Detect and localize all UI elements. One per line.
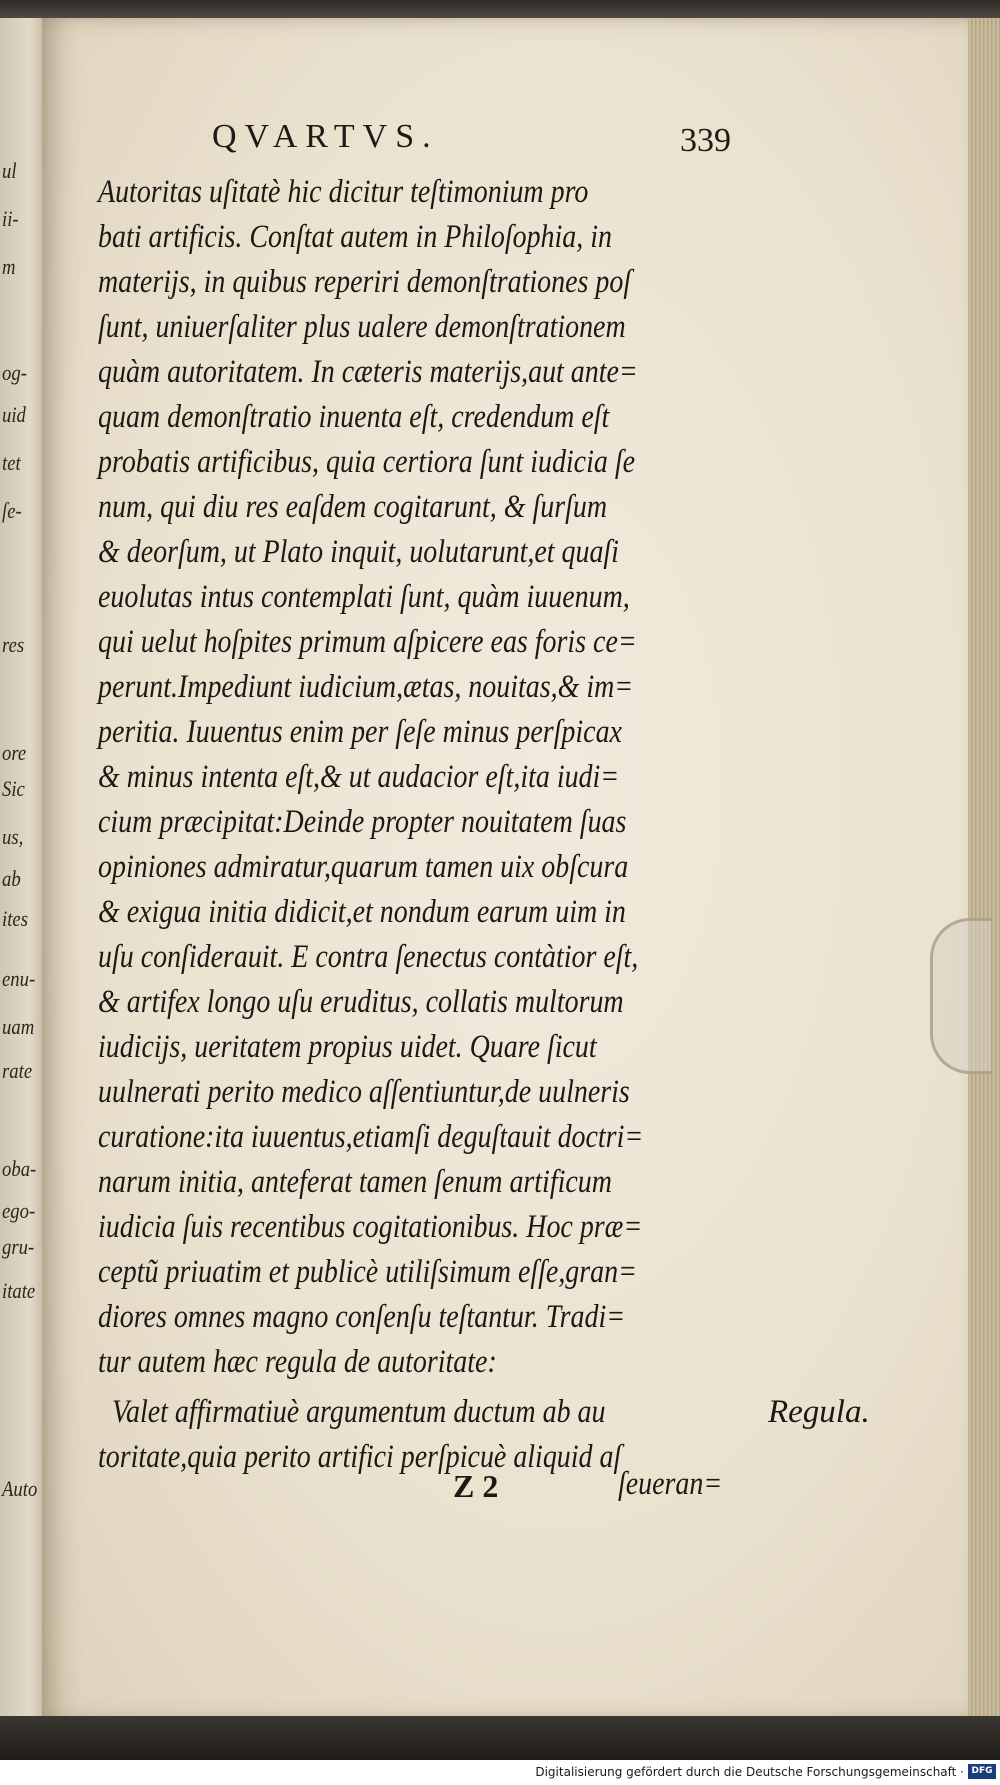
footer-credit: Digitalisierung gefördert durch die Deutsche Forschungsgemeinschaft · <box>535 1765 964 1779</box>
left-fragment: m <box>2 254 16 279</box>
text-line: euolutas intus contemplati ſunt, quàm iuuenum, <box>98 579 630 615</box>
text-line: Autoritas uſitatè hic dicitur teſtimonium pro <box>98 174 589 210</box>
left-fragment: enu- <box>2 966 36 991</box>
left-fragment: ego- <box>2 1198 36 1223</box>
left-fragment: ab <box>2 866 21 891</box>
running-head: QVARTVS. <box>212 118 439 155</box>
left-fragment: res <box>2 632 25 657</box>
text-line: iudicijs, ueritatem propius uidet. Quare ſicut <box>98 1029 597 1065</box>
text-line: cium præcipitat:Deinde propter nouitatem ſuas <box>98 804 627 840</box>
text-line: Valet affirmatiuè argumentum ductum ab au <box>112 1394 606 1430</box>
left-fragment: oba- <box>2 1156 37 1181</box>
text-line: quàm autoritatem. In cæteris materijs,aut ante= <box>98 354 638 390</box>
left-fragment: us, <box>2 824 24 849</box>
left-fragment: ſe- <box>2 498 22 523</box>
book-fore-edge <box>968 18 1000 1718</box>
left-fragment: tet <box>2 450 21 475</box>
text-line: & artifex longo uſu eruditus, collatis multorum <box>98 984 624 1020</box>
text-line: bati artificis. Conſtat autem in Philoſophia, in <box>98 219 612 255</box>
text-line: probatis artificibus, quia certiora ſunt iudicia ſe <box>98 444 635 480</box>
text-line: & exigua initia didicit,et nondum earum uim in <box>98 894 626 930</box>
left-fragment: ore <box>2 740 27 765</box>
text-line: & minus intenta eſt,& ut audacior eſt,ita iudi= <box>98 759 620 795</box>
left-fragment: Sic <box>2 776 25 801</box>
left-fragment: ul <box>2 158 17 183</box>
text-line: iudicia ſuis recentibus cogitationibus. Hoc præ= <box>98 1209 643 1245</box>
text-line: curatione:ita iuuentus,etiamſi deguſtauit doctri= <box>98 1119 644 1155</box>
text-line: toritate,quia perito artifici perſpicuè aliquid aſ <box>98 1439 622 1475</box>
text-line: ceptũ priuatim et publicè utiliſsimum eſſe,gran= <box>98 1254 637 1290</box>
text-line: opiniones admiratur,quarum tamen uix obſcura <box>98 849 629 885</box>
text-line: materijs, in quibus reperiri demonſtrationes poſ <box>98 264 632 300</box>
page-number: 339 <box>680 122 731 159</box>
left-fragment: gru- <box>2 1234 35 1259</box>
footer-bar <box>0 1760 1000 1785</box>
text-line: quam demonſtratio inuenta eſt, credendum eſt <box>98 399 610 435</box>
text-line: uulnerati perito medico aſſentiuntur,de uulneris <box>98 1074 630 1110</box>
left-fragment: uid <box>2 402 26 427</box>
text-line: num, qui diu res eaſdem cogitarunt, & ſurſum <box>98 489 608 525</box>
scan-bottom-edge <box>0 1716 1000 1760</box>
left-fragment: Auto <box>2 1476 38 1501</box>
text-line: tur autem hæc regula de autoritate: <box>98 1344 497 1380</box>
text-line: narum initia, anteferat tamen ſenum artificum <box>98 1164 612 1200</box>
left-fragment: og- <box>2 360 27 385</box>
text-line: peritia. Iuuentus enim per ſeſe minus perſpicax <box>98 714 622 750</box>
left-fragment: ii- <box>2 206 19 231</box>
page-clasp-shadow <box>930 918 991 1074</box>
text-line: ſunt, uniuerſaliter plus ualere demonſtrationem <box>98 309 626 345</box>
text-line: diores omnes magno conſenſu teſtantur. Tradi= <box>98 1299 626 1335</box>
dfg-logo-icon: DFG <box>968 1764 996 1779</box>
margin-note: Regula. <box>768 1394 870 1430</box>
text-line: qui uelut hoſpites primum aſpicere eas foris ce= <box>98 624 637 660</box>
left-fragment: itate <box>2 1278 36 1303</box>
left-fragment: uam <box>2 1014 35 1039</box>
catchword: ſeueran= <box>618 1466 723 1502</box>
text-line: perunt.Impediunt iudicium,ætas, nouitas,& im= <box>98 669 634 705</box>
left-fragment: ites <box>2 906 28 931</box>
text-line: & deorſum, ut Plato inquit, uolutarunt,et quaſi <box>98 534 619 570</box>
text-line: uſu conſiderauit. E contra ſenectus contàtior eſt, <box>98 939 639 975</box>
left-fragment: rate <box>2 1058 33 1083</box>
signature-mark: Z 2 <box>453 1468 499 1504</box>
